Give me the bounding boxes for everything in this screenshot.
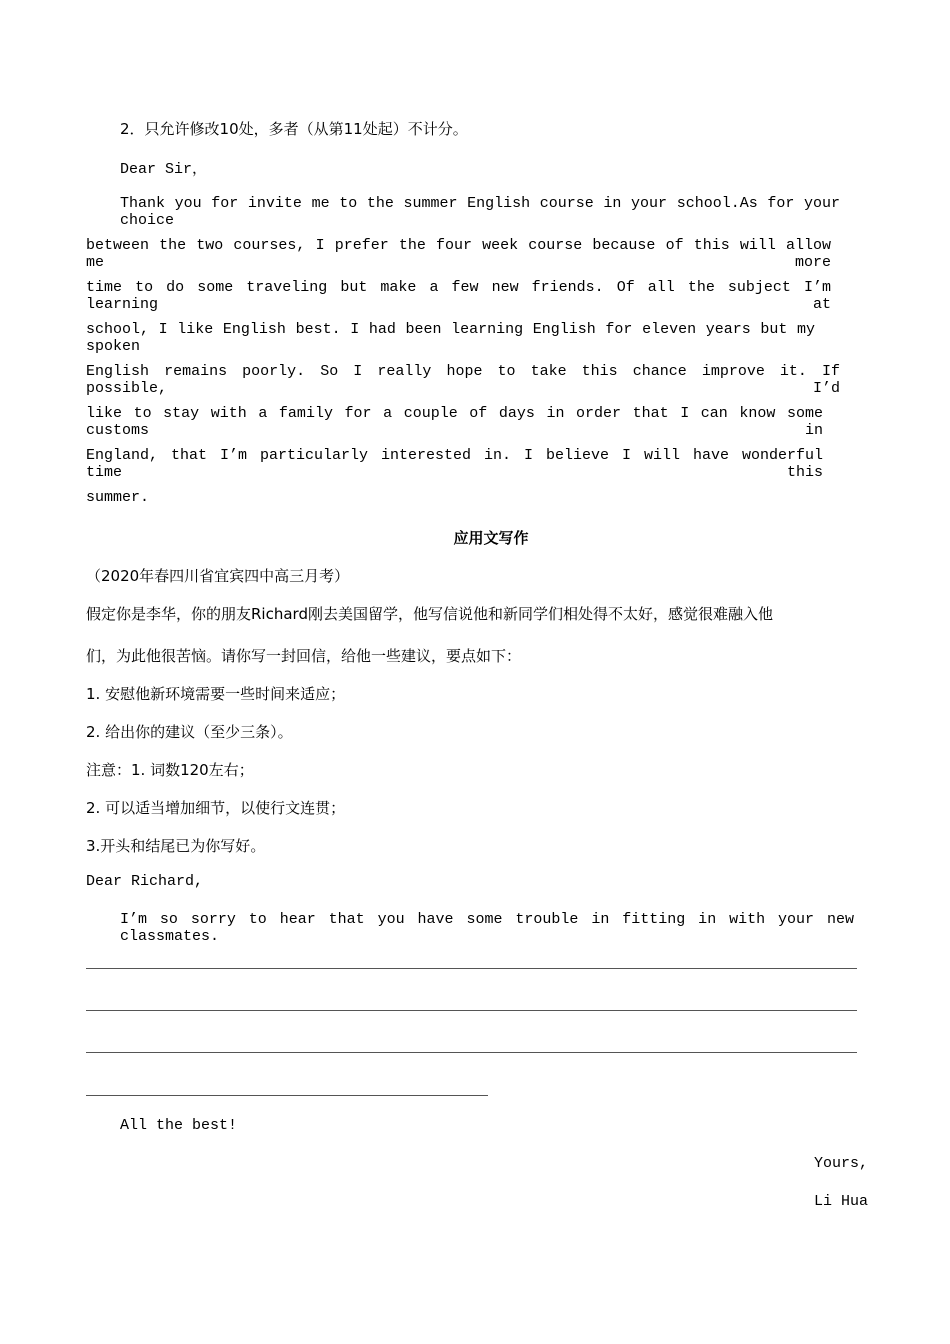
reply-closing: All the best! — [120, 1117, 238, 1134]
answer-line-2 — [86, 1010, 857, 1011]
letter-line-7: England, that I’m particularly interested in. I believe I will have wonderful time this — [86, 447, 823, 481]
note-3: 3.开头和结尾已为你写好。 — [86, 837, 266, 855]
prompt-line-1: 假定你是李华，你的朋友Richard刚去美国留学，他写信说他和新同学们相处得不太好，感觉很难融入他 — [86, 605, 773, 623]
prompt-line-2: 们，为此他很苦恼。请你写一封回信，给他一些建议，要点如下： — [86, 647, 522, 665]
note-1: 注意：1. 词数120左右； — [86, 761, 254, 779]
reply-greeting: Dear Richard, — [86, 873, 204, 890]
letter-greeting: Dear Sir， — [120, 161, 208, 178]
letter-line-5: English remains poorly. So I really hope to take this chance improve it. If possible, I’d — [86, 363, 840, 397]
answer-line-1 — [86, 968, 857, 969]
letter-line-8: summer. — [86, 489, 150, 506]
section-title: 应用文写作 — [453, 529, 529, 547]
letter-line-4: school, I like English best. I had been learning English for eleven years but my spoken — [86, 321, 815, 355]
note-2: 2. 可以适当增加细节，以使行文连贯； — [86, 799, 346, 817]
letter-line-2: between the two courses, I prefer the four week course because of this will allow me more — [86, 237, 831, 271]
reply-name: Li Hua — [814, 1193, 869, 1210]
exam-source: （2020年春四川省宜宾四中高三月考） — [86, 567, 350, 585]
reply-opening: I’m so sorry to hear that you have some trouble in fitting in with your new classmates. — [120, 911, 854, 945]
letter-line-6: like to stay with a family for a couple of days in order that I can know some customs in — [86, 405, 823, 439]
reply-signoff: Yours, — [814, 1155, 869, 1172]
letter-line-1: Thank you for invite me to the summer English course in your school.As for your choice — [120, 195, 840, 229]
key-point-1: 1. 安慰他新环境需要一些时间来适应； — [86, 685, 346, 703]
answer-line-4 — [86, 1095, 488, 1096]
letter-line-3: time to do some traveling but make a few new friends. Of all the subject I’m learning at — [86, 279, 831, 313]
answer-line-3 — [86, 1052, 857, 1053]
rule-note: 2．只允许修改10处，多者（从第11处起）不计分。 — [120, 120, 468, 138]
key-point-2: 2. 给出你的建议（至少三条）。 — [86, 723, 293, 741]
